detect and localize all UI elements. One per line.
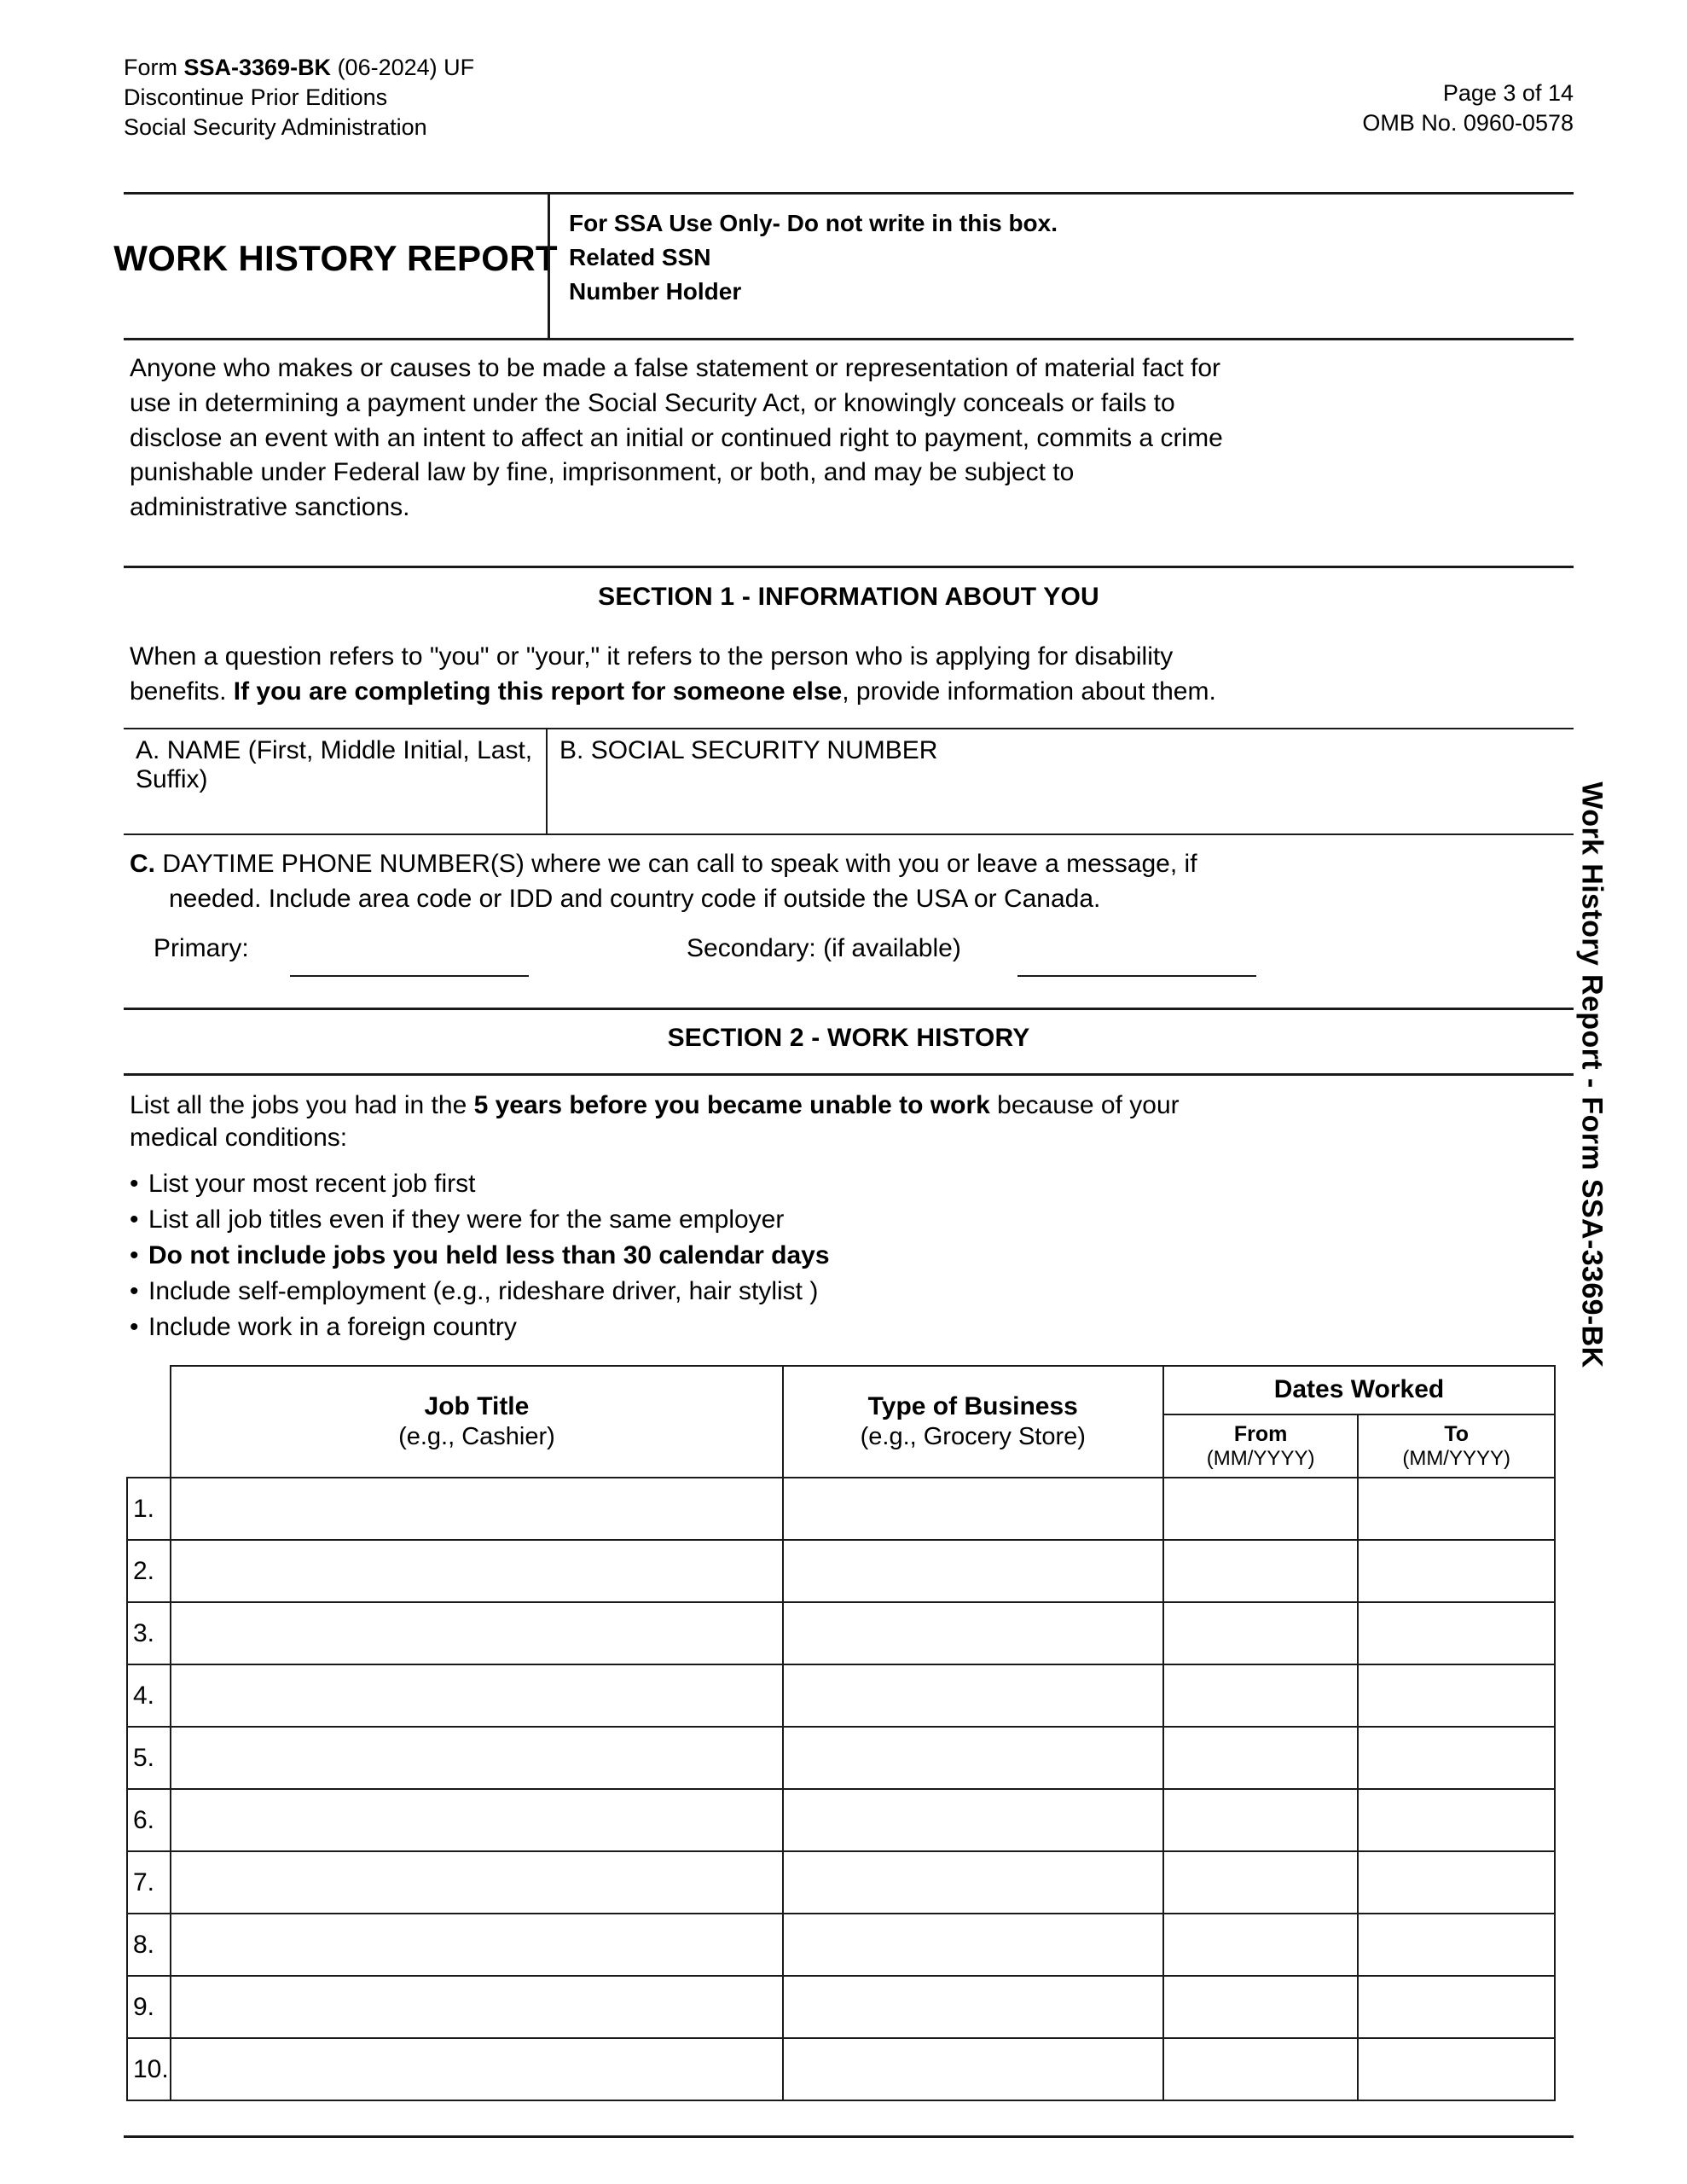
table-row (127, 1851, 1555, 1914)
row-number: 3. (127, 1602, 171, 1664)
cell-job-title[interactable] (171, 2038, 782, 2100)
penalty-line-2: use in determining a payment under the Social Security Act, or knowingly conceals or fails to (130, 388, 1175, 417)
table-row (127, 2038, 1555, 2100)
cell-date-to[interactable] (1358, 1478, 1555, 1540)
list-item (130, 1171, 1580, 1197)
field-a-letter: A. (136, 736, 160, 764)
cell-date-from[interactable] (1163, 1664, 1358, 1727)
row-number: 7. (127, 1851, 171, 1914)
cell-date-to[interactable] (1358, 1664, 1555, 1727)
section2-intro-emphasis: 5 years before you became unable to work (473, 1091, 990, 1119)
column-header-date-from (1163, 1414, 1358, 1478)
section2-bullet-list (130, 1171, 1580, 1350)
form-number: SSA-3369-BK (183, 55, 332, 80)
cell-date-to[interactable] (1358, 2038, 1555, 2100)
table-header (127, 1366, 1555, 1478)
table-corner-cell (127, 1366, 171, 1478)
vertical-form-label (1566, 751, 1617, 1399)
row-number: 9. (127, 1976, 171, 2038)
omb-number: OMB No. 0960-0578 (1362, 110, 1574, 136)
intro-line2-part-b: , provide information about them. (842, 677, 1216, 706)
bullet-text: Do not include jobs you held less than 30 calendar days (148, 1241, 830, 1269)
cell-job-title[interactable] (171, 1478, 782, 1540)
cell-date-from[interactable] (1163, 1478, 1358, 1540)
title-row (113, 195, 1574, 338)
cell-business-type[interactable] (783, 1914, 1163, 1976)
section1-intro-line-1: When a question refers to "you" or "your," it refers to the person who is applying for disability (130, 642, 1174, 671)
intro-line2-part-a: benefits. (130, 677, 234, 706)
business-type-example: (e.g., Grocery Store) (860, 1423, 1086, 1451)
table-row (127, 1478, 1555, 1540)
cell-job-title[interactable] (171, 1664, 782, 1727)
discontinue-notice: Discontinue Prior Editions (124, 84, 388, 111)
ssn-field-group[interactable] (546, 729, 1574, 834)
cell-business-type[interactable] (783, 1976, 1163, 2038)
bullet-text: Include work in a foreign country (148, 1313, 517, 1341)
cell-date-to[interactable] (1358, 1540, 1555, 1602)
row-number: 10. (127, 2038, 171, 2100)
row-number: 1. (127, 1478, 171, 1540)
cell-business-type[interactable] (783, 1602, 1163, 1664)
form-identification (124, 53, 474, 142)
agency-name: Social Security Administration (124, 114, 427, 141)
cell-date-to[interactable] (1358, 1727, 1555, 1789)
cell-date-to[interactable] (1358, 1602, 1555, 1664)
penalty-statement (130, 351, 1580, 526)
page-number: Page 3 of 14 (1442, 80, 1574, 106)
bullet-icon: • (130, 1205, 139, 1234)
table-body (127, 1478, 1555, 2100)
list-item (130, 1315, 1580, 1340)
cell-date-from[interactable] (1163, 1914, 1358, 1976)
cell-business-type[interactable] (783, 2038, 1163, 2100)
secondary-phone-label: Secondary: (if available) (687, 934, 961, 962)
row-number: 5. (127, 1727, 171, 1789)
list-item (130, 1279, 1580, 1304)
phone-entry-row (130, 934, 1580, 982)
cell-business-type[interactable] (783, 1664, 1163, 1727)
date-to-format: (MM/YYYY) (1402, 1446, 1510, 1470)
work-history-table (126, 1365, 1556, 2101)
phone-instruction-line-2: needed. Include area code or IDD and country code if outside the USA or Canada. (169, 884, 1101, 913)
penalty-line-5: administrative sanctions. (130, 493, 410, 522)
row-number: 4. (127, 1664, 171, 1727)
cell-business-type[interactable] (783, 1727, 1163, 1789)
cell-job-title[interactable] (171, 1789, 782, 1851)
footer-rule (124, 2135, 1574, 2138)
bullet-text: List your most recent job first (148, 1170, 476, 1198)
form-label: Form (124, 55, 184, 80)
cell-job-title[interactable] (171, 1914, 782, 1976)
cell-job-title[interactable] (171, 1976, 782, 2038)
related-ssn-label: Related SSN (569, 243, 711, 270)
title-divider-rule (124, 338, 1574, 340)
cell-date-to[interactable] (1358, 1914, 1555, 1976)
bullet-icon: • (130, 1313, 139, 1341)
list-item (130, 1243, 1580, 1269)
name-ssn-bottom-rule (124, 834, 1574, 835)
phone-instruction-line-1 (130, 847, 1580, 882)
list-item (130, 1207, 1580, 1233)
form-title-cell (113, 195, 558, 338)
secondary-phone-input[interactable] (1017, 975, 1256, 977)
cell-date-from[interactable] (1163, 1727, 1358, 1789)
section2-bottom-rule (124, 1073, 1574, 1076)
cell-date-from[interactable] (1163, 2038, 1358, 2100)
table-row (127, 1727, 1555, 1789)
cell-date-from[interactable] (1163, 1540, 1358, 1602)
column-header-dates-worked: Dates Worked (1163, 1366, 1555, 1414)
cell-date-from[interactable] (1163, 1976, 1358, 2038)
section2-top-rule (124, 1008, 1574, 1010)
penalty-line-3: disclose an event with an intent to affect an initial or continued right to payment, commits a crime (130, 423, 1223, 452)
name-ssn-row (124, 729, 1574, 834)
cell-date-to[interactable] (1358, 1976, 1555, 2038)
phone-label-text: DAYTIME PHONE NUMBER(S) where we can call to speak with you or leave a message, if (155, 850, 1197, 878)
ssn-field-label: SOCIAL SECURITY NUMBER (583, 736, 938, 764)
job-title-example: (e.g., Cashier) (398, 1423, 555, 1451)
cell-date-from[interactable] (1163, 1851, 1358, 1914)
cell-business-type[interactable] (783, 1478, 1163, 1540)
section1-intro (130, 640, 1580, 710)
ssa-use-only-box (548, 195, 1574, 338)
section1-heading: SECTION 1 - INFORMATION ABOUT YOU (598, 583, 1099, 611)
table-row (127, 1602, 1555, 1664)
field-c-letter: C. (130, 850, 155, 878)
date-from-format: (MM/YYYY) (1206, 1446, 1315, 1470)
section1-top-rule (124, 566, 1574, 568)
field-b-letter: B. (559, 736, 584, 764)
table-row (127, 1914, 1555, 1976)
vertical-form-label-text: Work History Report - Form SSA-3369-BK (1575, 781, 1609, 1368)
name-field-group[interactable] (124, 729, 546, 834)
table-row (127, 1540, 1555, 1602)
bullet-text: List all job titles even if they were for the same employer (148, 1205, 785, 1234)
section2-intro (130, 1089, 1580, 1155)
phone-instructions (130, 847, 1580, 917)
column-header-business-type (783, 1366, 1163, 1478)
page-header (124, 53, 1574, 142)
cell-business-type[interactable] (783, 1851, 1163, 1914)
section2-intro-line-1 (130, 1089, 1580, 1122)
cell-job-title[interactable] (171, 1851, 782, 1914)
cell-date-to[interactable] (1358, 1789, 1555, 1851)
row-number: 6. (127, 1789, 171, 1851)
column-header-job-title (171, 1366, 782, 1478)
cell-job-title[interactable] (171, 1727, 782, 1789)
section2-intro-line-2: medical conditions: (130, 1124, 348, 1153)
ssa-use-only-notice: For SSA Use Only- Do not write in this box. (569, 210, 1058, 236)
job-title-label: Job Title (424, 1391, 530, 1420)
penalty-line-1: Anyone who makes or causes to be made a false statement or representation of material fact for (130, 354, 1220, 382)
column-header-date-to (1358, 1414, 1555, 1478)
row-number: 2. (127, 1540, 171, 1602)
section2-intro-part-b: because of your (989, 1091, 1180, 1119)
cell-job-title[interactable] (171, 1540, 782, 1602)
cell-business-type[interactable] (783, 1540, 1163, 1602)
bullet-icon: • (130, 1170, 139, 1198)
date-to-label: To (1444, 1421, 1470, 1446)
primary-phone-input[interactable] (290, 975, 529, 977)
section2-heading: SECTION 2 - WORK HISTORY (667, 1024, 1030, 1052)
table-row (127, 1789, 1555, 1851)
penalty-line-4: punishable under Federal law by fine, imprisonment, or both, and may be subject to (130, 458, 1075, 487)
cell-date-from[interactable] (1163, 1789, 1358, 1851)
bullet-icon: • (130, 1241, 139, 1269)
bullet-icon: • (130, 1277, 139, 1305)
cell-job-title[interactable] (171, 1602, 782, 1664)
cell-date-to[interactable] (1358, 1851, 1555, 1914)
section1-intro-line-2 (130, 675, 1580, 710)
primary-phone-label: Primary: (154, 934, 249, 962)
business-type-label: Type of Business (867, 1391, 1078, 1420)
name-field-label: NAME (First, Middle Initial, Last, Suffix) (136, 736, 533, 793)
section2-intro-part-a: List all the jobs you had in the (130, 1091, 474, 1119)
intro-line2-emphasis: If you are completing this report for someone else (233, 677, 843, 706)
page-title: WORK HISTORY REPORT (113, 238, 558, 278)
bullet-text: Include self-employment (e.g., rideshare driver, hair stylist ) (148, 1277, 819, 1305)
table-row (127, 1664, 1555, 1727)
cell-business-type[interactable] (783, 1789, 1163, 1851)
number-holder-label: Number Holder (569, 277, 742, 305)
row-number: 8. (127, 1914, 171, 1976)
date-from-label: From (1233, 1421, 1288, 1446)
form-edition: (06-2024) UF (331, 55, 475, 80)
table-row (127, 1976, 1555, 2038)
page-meta (1362, 53, 1574, 138)
form-number-line (124, 53, 474, 83)
cell-date-from[interactable] (1163, 1602, 1358, 1664)
